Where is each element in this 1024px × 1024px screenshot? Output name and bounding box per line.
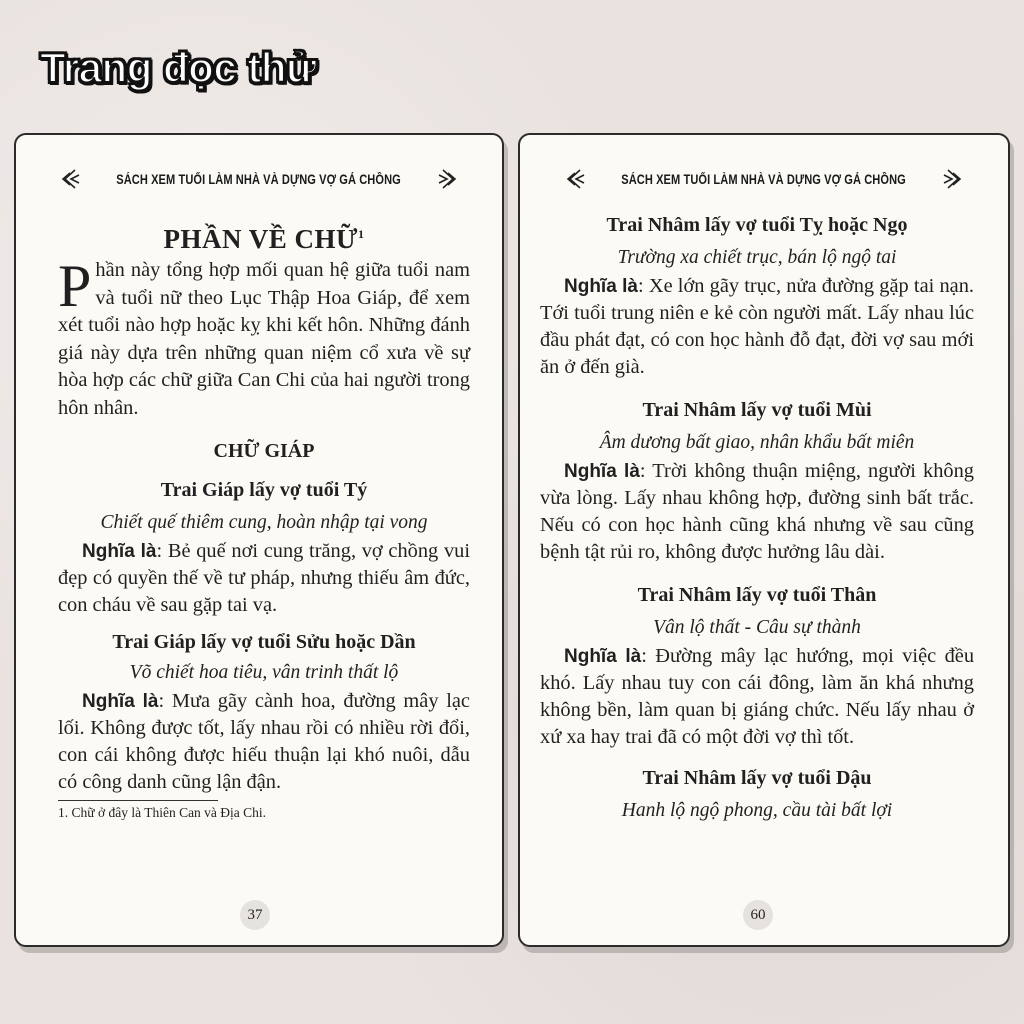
part-title-text: PHẦN VỀ CHỮ — [163, 224, 358, 254]
part-title — [58, 224, 470, 255]
entry-meaning — [540, 458, 974, 566]
meaning-label: Nghĩa là — [82, 541, 157, 562]
meaning-text: : Trời không thuận miệng, người không vừa lòng. Lấy nhau không hợp, đường sinh bất trắc. Nếu có con học hành cũng khá nhưng về sau cũng bệnh tật rủi ro, không được hưởng lâu dài. — [540, 460, 974, 563]
ornament-left-icon — [564, 167, 586, 191]
entry-title: Trai Giáp lấy vợ tuổi Tý — [160, 479, 368, 501]
entry-verse: Âm dương bất giao, nhân khẩu bất miên — [599, 432, 915, 453]
book-header-label: SÁCH XEM TUỔI LÀM NHÀ VÀ DỰNG VỢ GẢ CHỒNG — [116, 171, 402, 187]
section-title: CHỮ GIÁP — [213, 440, 315, 462]
meaning-text: : Đường mây lạc hướng, mọi việc đều khó. Lấy nhau tuy con cái đông, làm ăn khá nhưng không bền, làm quan bị giáng chức. Nếu lấy nhau ở xứ xa hay trai đã có một đời vợ thì tốt. — [540, 645, 975, 748]
entry-meaning — [58, 538, 470, 619]
entry-title: Trai Nhâm lấy vợ tuổi Dậu — [642, 767, 872, 789]
intro-text: hần này tổng hợp mối quan hệ giữa tuổi nam và tuổi nữ theo Lục Thập Hoa Giáp, để xem xét tuổi nào hợp hoặc kỵ khi kết hôn. Những đánh giá này dựa trên những quan niệm cổ xưa về sự hòa hợp các chữ giữa Can Chi của hai người trong hôn nhân. — [58, 259, 470, 419]
banner-title: Trang đọc thử — [40, 44, 316, 91]
entry-title: Trai Nhâm lấy vợ tuổi Mùi — [642, 399, 872, 421]
entry-title: Trai Nhâm lấy vợ tuổi Thân — [637, 584, 877, 606]
entry-meaning — [540, 273, 974, 381]
meaning-text: : Bẻ quế nơi cung trăng, vợ chồng vui đẹp có quyền thế về tư pháp, nhưng thiếu âm đức, con cháu về sau gặp tai vạ. — [58, 540, 470, 616]
entry-verse: Vân lộ thất - Câu sự thành — [653, 617, 861, 638]
meaning-text: : Xe lớn gãy trục, nửa đường gặp tai nạn. Tới tuổi trung niên e kẻ còn người mất. Lấy nhau lúc đầu phát đạt, có con học hành đỗ đạt, đời vợ sau mới ăn ở đến già. — [540, 275, 975, 378]
meaning-label: Nghĩa là — [82, 691, 159, 712]
meaning-text: : Mưa gãy cành hoa, đường mây lạc lối. Không được tốt, lấy nhau rồi có nhiều rời đổi, con cái không được hiếu thuận lại khó nuôi, dẫu có công danh cũng lận đận. — [58, 690, 470, 793]
entry-meaning — [58, 688, 470, 796]
meaning-label: Nghĩa là — [564, 276, 638, 297]
intro-paragraph — [58, 253, 470, 422]
footnote: 1. Chữ ở đây là Thiên Can và Địa Chi. — [58, 805, 267, 820]
entry-title: Trai Giáp lấy vợ tuổi Sửu hoặc Dần — [112, 631, 416, 653]
entry-verse: Trường xa chiết trục, bán lộ ngộ tai — [617, 247, 897, 268]
book-header-label: SÁCH XEM TUỔI LÀM NHÀ VÀ DỰNG VỢ GẢ CHỒNG — [621, 171, 907, 187]
entry-title: Trai Nhâm lấy vợ tuổi Tỵ hoặc Ngọ — [606, 214, 908, 236]
left-page-content — [58, 130, 470, 821]
footnote-mark: 1 — [358, 227, 365, 241]
meaning-label: Nghĩa là — [564, 461, 640, 482]
page-number-left: 37 — [240, 900, 270, 930]
ornament-right-icon — [942, 167, 964, 191]
entry-verse: Hanh lộ ngộ phong, cầu tài bất lợi — [621, 800, 893, 821]
right-page-content — [540, 214, 974, 822]
page-number-right: 60 — [743, 900, 773, 930]
footnote-divider — [58, 800, 218, 801]
entry-verse: Võ chiết hoa tiêu, vân trinh thất lộ — [129, 662, 399, 683]
drop-cap: P — [58, 253, 92, 319]
meaning-label: Nghĩa là — [564, 646, 642, 667]
page-header-right — [518, 164, 1010, 194]
entry-meaning — [540, 643, 974, 751]
entry-verse: Chiết quế thiêm cung, hoàn nhập tại vong — [100, 512, 428, 533]
